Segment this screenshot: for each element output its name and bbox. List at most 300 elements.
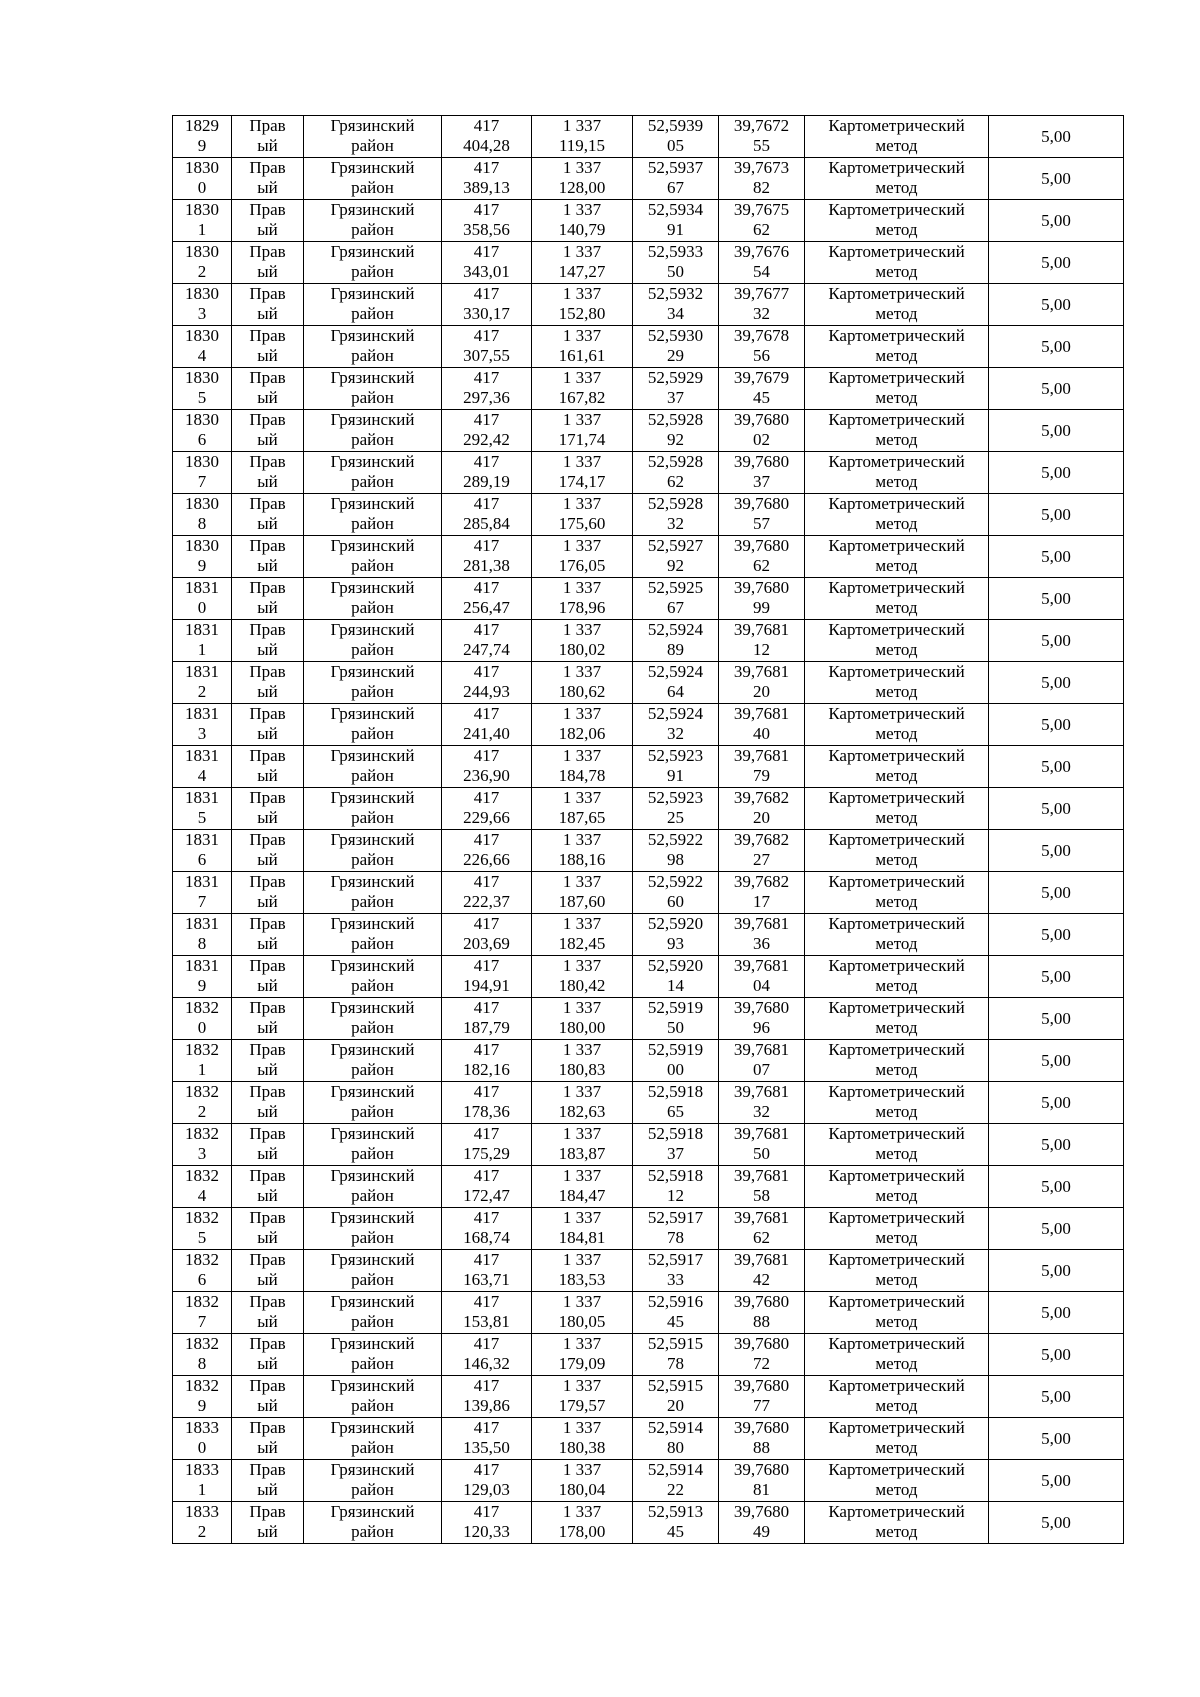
x-coordinate-part2: 187,79 (463, 1018, 510, 1037)
method-part1: Картометрический (828, 956, 965, 975)
bank-part2: ый (257, 850, 278, 869)
district-part2: район (351, 1312, 394, 1331)
longitude-part1: 39,7680 (733, 1418, 790, 1437)
bank-part2: ый (257, 346, 278, 365)
district-cell (304, 830, 442, 872)
bank-part1: Прав (249, 788, 286, 807)
longitude-cell (719, 578, 805, 620)
y-coordinate-part2: 176,05 (558, 556, 606, 575)
x-coordinate-part2: 182,16 (463, 1060, 510, 1079)
longitude-part2: 27 (753, 850, 770, 869)
longitude-part2: 04 (753, 976, 770, 995)
point-number-part2: 8 (197, 514, 207, 533)
latitude-cell (633, 956, 719, 998)
accuracy-value: 5,00 (1041, 504, 1071, 524)
bank-part1: Прав (249, 1460, 286, 1479)
x-coordinate-part1: 417 (473, 872, 500, 891)
bank-part2: ый (257, 1396, 278, 1415)
y-coordinate-part1: 1 337 (562, 1502, 602, 1521)
point-number-cell (173, 914, 232, 956)
accuracy-value: 5,00 (1041, 168, 1071, 188)
district-cell (304, 1376, 442, 1418)
method-cell (805, 872, 989, 914)
x-coordinate-cell (442, 1460, 532, 1502)
longitude-part1: 39,7677 (733, 284, 790, 303)
y-coordinate-part2: 180,02 (558, 640, 606, 659)
point-number-part2: 5 (197, 1228, 207, 1247)
x-coordinate-part1: 417 (473, 368, 500, 387)
accuracy-cell (989, 956, 1124, 998)
point-number-part1: 1832 (185, 998, 219, 1017)
longitude-cell (719, 788, 805, 830)
district-part1: Грязинский (330, 284, 415, 303)
method-cell (805, 704, 989, 746)
method-part2: метод (875, 808, 918, 827)
point-number-part2: 2 (197, 262, 207, 281)
point-number-cell (173, 704, 232, 746)
latitude-cell (633, 1124, 719, 1166)
bank-part2: ый (257, 1186, 278, 1205)
latitude-part1: 52,5916 (647, 1292, 704, 1311)
method-part2: метод (875, 1522, 918, 1541)
bank-part1: Прав (249, 1040, 286, 1059)
point-number-part1: 1830 (185, 242, 219, 261)
district-part2: район (351, 1228, 394, 1247)
longitude-cell (719, 1082, 805, 1124)
latitude-cell (633, 116, 719, 158)
y-coordinate-part2: 182,45 (558, 934, 606, 953)
longitude-part1: 39,7681 (733, 1082, 790, 1101)
district-part2: район (351, 682, 394, 701)
x-coordinate-part1: 417 (473, 662, 500, 681)
accuracy-value: 5,00 (1041, 336, 1071, 356)
accuracy-cell (989, 830, 1124, 872)
district-cell (304, 326, 442, 368)
district-part1: Грязинский (330, 662, 415, 681)
table-row (173, 200, 1124, 242)
point-number-part2: 1 (197, 640, 207, 659)
bank-part1: Прав (249, 746, 286, 765)
method-cell (805, 788, 989, 830)
latitude-part2: 91 (667, 766, 684, 785)
longitude-cell (719, 1124, 805, 1166)
accuracy-value: 5,00 (1041, 1092, 1071, 1112)
bank-part1: Прав (249, 326, 286, 345)
point-number-cell (173, 1502, 232, 1544)
method-part1: Картометрический (828, 368, 965, 387)
point-number-part1: 1832 (185, 1250, 219, 1269)
longitude-part2: 88 (753, 1312, 770, 1331)
latitude-part1: 52,5914 (647, 1418, 704, 1437)
method-part2: метод (875, 556, 918, 575)
x-coordinate-part1: 417 (473, 1166, 500, 1185)
method-part2: метод (875, 472, 918, 491)
y-coordinate-cell (532, 368, 633, 410)
longitude-part1: 39,7681 (733, 1124, 790, 1143)
x-coordinate-cell (442, 998, 532, 1040)
district-part2: район (351, 850, 394, 869)
latitude-cell (633, 158, 719, 200)
x-coordinate-cell (442, 872, 532, 914)
longitude-cell (719, 830, 805, 872)
district-part2: район (351, 1354, 394, 1373)
method-cell (805, 242, 989, 284)
accuracy-cell (989, 452, 1124, 494)
district-part2: район (351, 1480, 394, 1499)
latitude-cell (633, 1292, 719, 1334)
latitude-part2: 32 (667, 724, 684, 743)
method-part1: Картометрический (828, 746, 965, 765)
district-part2: район (351, 976, 394, 995)
x-coordinate-part2: 236,90 (463, 766, 510, 785)
latitude-part2: 93 (667, 934, 684, 953)
point-number-part2: 4 (197, 1186, 207, 1205)
bank-part2: ый (257, 934, 278, 953)
latitude-part1: 52,5915 (647, 1334, 704, 1353)
y-coordinate-part2: 180,04 (558, 1480, 606, 1499)
longitude-cell (719, 452, 805, 494)
bank-part1: Прав (249, 1208, 286, 1227)
longitude-part2: 54 (753, 262, 770, 281)
x-coordinate-part1: 417 (473, 1376, 500, 1395)
longitude-cell (719, 116, 805, 158)
longitude-part2: 55 (753, 136, 770, 155)
point-number-part1: 1829 (185, 116, 219, 135)
point-number-part2: 5 (197, 388, 207, 407)
method-cell (805, 1208, 989, 1250)
table-row (173, 704, 1124, 746)
district-part1: Грязинский (330, 242, 415, 261)
latitude-part2: 22 (667, 1480, 684, 1499)
district-part1: Грязинский (330, 158, 415, 177)
table-row (173, 914, 1124, 956)
latitude-part1: 52,5915 (647, 1376, 704, 1395)
latitude-cell (633, 536, 719, 578)
point-number-part1: 1830 (185, 368, 219, 387)
point-number-cell (173, 1040, 232, 1082)
x-coordinate-cell (442, 914, 532, 956)
method-cell (805, 1460, 989, 1502)
x-coordinate-part2: 120,33 (463, 1522, 510, 1541)
y-coordinate-part1: 1 337 (562, 284, 602, 303)
method-part2: метод (875, 262, 918, 281)
x-coordinate-part1: 417 (473, 1460, 500, 1479)
district-part1: Грязинский (330, 1502, 415, 1521)
method-part1: Картометрический (828, 1166, 965, 1185)
x-coordinate-cell (442, 158, 532, 200)
bank-cell (232, 1208, 304, 1250)
latitude-part2: 89 (667, 640, 684, 659)
district-part2: район (351, 388, 394, 407)
table-row (173, 1376, 1124, 1418)
longitude-part2: 96 (753, 1018, 770, 1037)
accuracy-value: 5,00 (1041, 1176, 1071, 1196)
latitude-part2: 62 (667, 472, 684, 491)
y-coordinate-part2: 184,81 (558, 1228, 606, 1247)
latitude-part1: 52,5913 (647, 1502, 704, 1521)
bank-part2: ый (257, 976, 278, 995)
x-coordinate-cell (442, 452, 532, 494)
longitude-part2: 56 (753, 346, 770, 365)
latitude-cell (633, 1460, 719, 1502)
method-part1: Картометрический (828, 620, 965, 639)
y-coordinate-part1: 1 337 (562, 1250, 602, 1269)
district-part2: район (351, 1438, 394, 1457)
bank-part2: ый (257, 220, 278, 239)
y-coordinate-part2: 179,57 (558, 1396, 606, 1415)
method-part1: Картометрический (828, 1418, 965, 1437)
longitude-part2: 36 (753, 934, 770, 953)
district-part1: Грязинский (330, 116, 415, 135)
accuracy-value: 5,00 (1041, 882, 1071, 902)
method-part2: метод (875, 598, 918, 617)
accuracy-cell (989, 494, 1124, 536)
point-number-part2: 8 (197, 1354, 207, 1373)
bank-cell (232, 200, 304, 242)
longitude-cell (719, 326, 805, 368)
bank-part2: ый (257, 808, 278, 827)
point-number-cell (173, 1292, 232, 1334)
table-row (173, 326, 1124, 368)
y-coordinate-cell (532, 1376, 633, 1418)
bank-part2: ый (257, 1228, 278, 1247)
table-row (173, 578, 1124, 620)
longitude-part2: 81 (753, 1480, 770, 1499)
district-cell (304, 1418, 442, 1460)
x-coordinate-cell (442, 326, 532, 368)
method-cell (805, 452, 989, 494)
point-number-cell (173, 662, 232, 704)
y-coordinate-cell (532, 1082, 633, 1124)
accuracy-value: 5,00 (1041, 1470, 1071, 1490)
method-part2: метод (875, 178, 918, 197)
y-coordinate-cell (532, 452, 633, 494)
x-coordinate-part2: 292,42 (463, 430, 510, 449)
x-coordinate-cell (442, 200, 532, 242)
method-part2: метод (875, 388, 918, 407)
method-part1: Картометрический (828, 1292, 965, 1311)
district-cell (304, 452, 442, 494)
point-number-cell (173, 1376, 232, 1418)
district-part2: район (351, 934, 394, 953)
point-number-part2: 0 (197, 1018, 207, 1037)
district-part1: Грязинский (330, 1376, 415, 1395)
method-part2: метод (875, 1438, 918, 1457)
latitude-part1: 52,5917 (647, 1208, 704, 1227)
latitude-part2: 12 (667, 1186, 684, 1205)
bank-part1: Прав (249, 1376, 286, 1395)
bank-cell (232, 284, 304, 326)
point-number-cell (173, 872, 232, 914)
y-coordinate-part1: 1 337 (562, 1208, 602, 1227)
latitude-cell (633, 1040, 719, 1082)
y-coordinate-part1: 1 337 (562, 704, 602, 723)
district-part2: район (351, 640, 394, 659)
point-number-part2: 1 (197, 1480, 207, 1499)
longitude-part2: 82 (753, 178, 770, 197)
x-coordinate-part2: 135,50 (463, 1438, 510, 1457)
method-part2: метод (875, 850, 918, 869)
latitude-part2: 32 (667, 514, 684, 533)
point-number-part1: 1833 (185, 1502, 219, 1521)
method-part2: метод (875, 430, 918, 449)
longitude-cell (719, 704, 805, 746)
x-coordinate-part1: 417 (473, 242, 500, 261)
method-part2: метод (875, 514, 918, 533)
latitude-cell (633, 704, 719, 746)
bank-part1: Прав (249, 116, 286, 135)
y-coordinate-cell (532, 830, 633, 872)
bank-cell (232, 746, 304, 788)
latitude-part1: 52,5928 (647, 410, 704, 429)
accuracy-cell (989, 284, 1124, 326)
y-coordinate-cell (532, 1292, 633, 1334)
district-part2: район (351, 262, 394, 281)
longitude-part1: 39,7681 (733, 1250, 790, 1269)
table-row (173, 1292, 1124, 1334)
point-number-cell (173, 620, 232, 662)
latitude-part1: 52,5923 (647, 788, 704, 807)
method-part2: метод (875, 136, 918, 155)
x-coordinate-part2: 163,71 (463, 1270, 510, 1289)
longitude-part1: 39,7680 (733, 998, 790, 1017)
x-coordinate-part2: 297,36 (463, 388, 510, 407)
district-cell (304, 410, 442, 452)
point-number-part2: 0 (197, 598, 207, 617)
district-cell (304, 158, 442, 200)
district-part2: район (351, 220, 394, 239)
district-part2: район (351, 598, 394, 617)
latitude-part1: 52,5923 (647, 746, 704, 765)
x-coordinate-part2: 330,17 (463, 304, 510, 323)
y-coordinate-part2: 128,00 (558, 178, 606, 197)
longitude-cell (719, 200, 805, 242)
method-part2: метод (875, 640, 918, 659)
district-part1: Грязинский (330, 914, 415, 933)
accuracy-value: 5,00 (1041, 1218, 1071, 1238)
x-coordinate-cell (442, 536, 532, 578)
accuracy-value: 5,00 (1041, 1302, 1071, 1322)
longitude-part1: 39,7681 (733, 620, 790, 639)
y-coordinate-cell (532, 1208, 633, 1250)
latitude-part2: 00 (667, 1060, 684, 1079)
longitude-cell (719, 1250, 805, 1292)
accuracy-value: 5,00 (1041, 378, 1071, 398)
y-coordinate-part2: 175,60 (558, 514, 606, 533)
longitude-part1: 39,7680 (733, 1334, 790, 1353)
latitude-part1: 52,5918 (647, 1166, 704, 1185)
district-part1: Грязинский (330, 704, 415, 723)
bank-part1: Прав (249, 578, 286, 597)
district-part1: Грязинский (330, 830, 415, 849)
y-coordinate-part1: 1 337 (562, 242, 602, 261)
x-coordinate-cell (442, 410, 532, 452)
method-part1: Картометрический (828, 1460, 965, 1479)
latitude-cell (633, 620, 719, 662)
district-part2: район (351, 1060, 394, 1079)
y-coordinate-part2: 180,83 (558, 1060, 606, 1079)
method-cell (805, 746, 989, 788)
x-coordinate-cell (442, 494, 532, 536)
point-number-part2: 0 (197, 1438, 207, 1457)
y-coordinate-cell (532, 956, 633, 998)
method-part1: Картометрический (828, 1376, 965, 1395)
accuracy-cell (989, 1292, 1124, 1334)
bank-cell (232, 872, 304, 914)
longitude-cell (719, 1166, 805, 1208)
point-number-part1: 1833 (185, 1418, 219, 1437)
y-coordinate-part1: 1 337 (562, 1376, 602, 1395)
method-cell (805, 620, 989, 662)
y-coordinate-cell (532, 746, 633, 788)
y-coordinate-cell (532, 158, 633, 200)
point-number-part2: 2 (197, 1522, 207, 1541)
district-part1: Грязинский (330, 1082, 415, 1101)
accuracy-cell (989, 536, 1124, 578)
district-part1: Грязинский (330, 1292, 415, 1311)
method-part1: Картометрический (828, 116, 965, 135)
method-cell (805, 536, 989, 578)
method-part2: метод (875, 304, 918, 323)
longitude-part2: 32 (753, 304, 770, 323)
method-part2: метод (875, 1354, 918, 1373)
longitude-part2: 57 (753, 514, 770, 533)
accuracy-value: 5,00 (1041, 462, 1071, 482)
y-coordinate-part1: 1 337 (562, 1334, 602, 1353)
point-number-part1: 1830 (185, 410, 219, 429)
y-coordinate-part2: 182,06 (558, 724, 606, 743)
y-coordinate-part2: 171,74 (558, 430, 606, 449)
x-coordinate-part1: 417 (473, 158, 500, 177)
method-cell (805, 1166, 989, 1208)
accuracy-cell (989, 620, 1124, 662)
longitude-part2: 99 (753, 598, 770, 617)
accuracy-value: 5,00 (1041, 924, 1071, 944)
x-coordinate-cell (442, 956, 532, 998)
accuracy-value: 5,00 (1041, 798, 1071, 818)
method-cell (805, 956, 989, 998)
longitude-cell (719, 1376, 805, 1418)
method-cell (805, 578, 989, 620)
accuracy-value: 5,00 (1041, 1134, 1071, 1154)
y-coordinate-part2: 179,09 (558, 1354, 606, 1373)
accuracy-value: 5,00 (1041, 1386, 1071, 1406)
latitude-part1: 52,5918 (647, 1124, 704, 1143)
latitude-cell (633, 1250, 719, 1292)
latitude-part1: 52,5934 (647, 200, 704, 219)
bank-part1: Прав (249, 1082, 286, 1101)
x-coordinate-cell (442, 1040, 532, 1082)
bank-part2: ый (257, 892, 278, 911)
method-cell (805, 494, 989, 536)
longitude-part1: 39,7681 (733, 746, 790, 765)
bank-part1: Прав (249, 494, 286, 513)
latitude-cell (633, 1166, 719, 1208)
longitude-part1: 39,7672 (733, 116, 790, 135)
y-coordinate-part2: 183,53 (558, 1270, 606, 1289)
longitude-cell (719, 620, 805, 662)
table-row (173, 242, 1124, 284)
bank-part2: ый (257, 1270, 278, 1289)
y-coordinate-cell (532, 788, 633, 830)
latitude-part1: 52,5928 (647, 452, 704, 471)
district-part1: Грязинский (330, 1124, 415, 1143)
method-part2: метод (875, 1396, 918, 1415)
x-coordinate-part1: 417 (473, 788, 500, 807)
y-coordinate-cell (532, 1166, 633, 1208)
latitude-cell (633, 830, 719, 872)
district-cell (304, 914, 442, 956)
